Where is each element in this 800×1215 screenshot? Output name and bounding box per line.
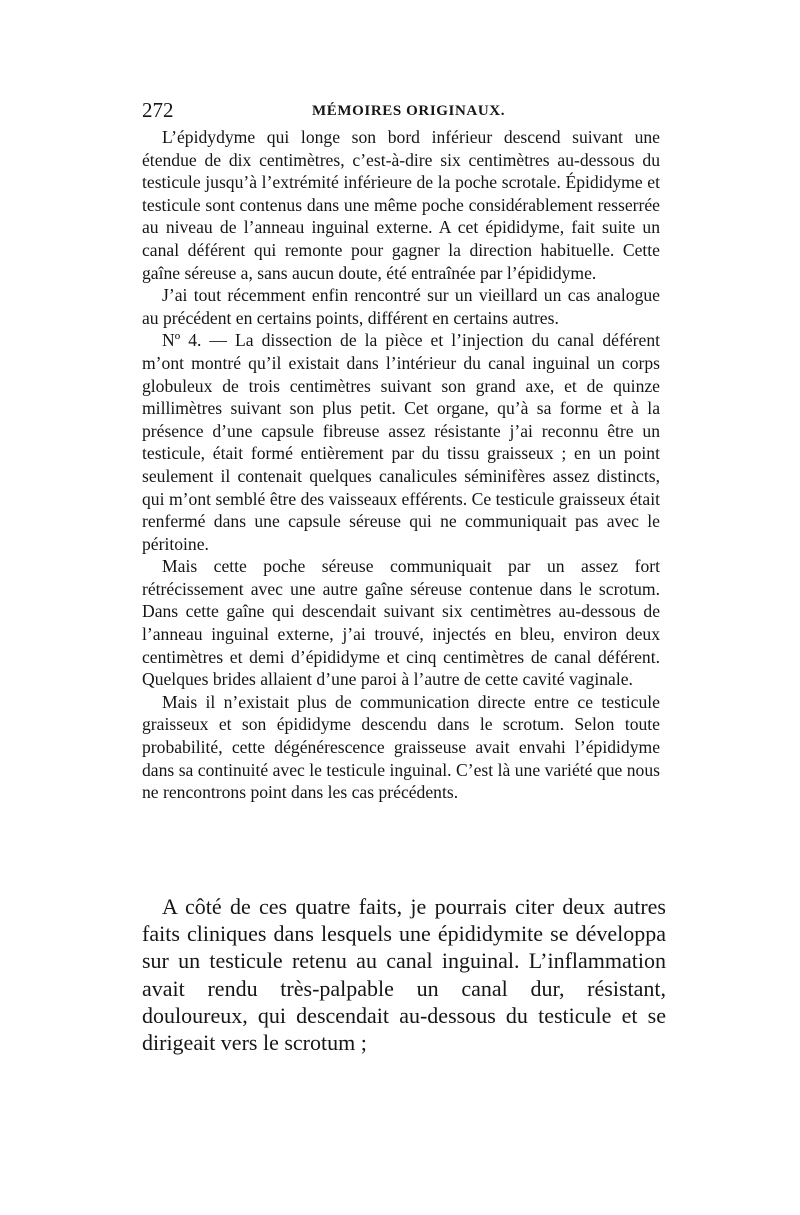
page-header xyxy=(142,97,660,123)
large-body-text xyxy=(142,893,666,1056)
paragraph: J’ai tout récemment enfin rencontré sur un vieillard un cas analogue au précédent en certains points, différent en certains autres. xyxy=(142,285,660,328)
large-paragraph: A côté de ces quatre faits, je pourrais citer deux autres faits cliniques dans lesquels une épididymite se développa sur un testicule retenu au canal inguinal. L’inflammation avait rendu très-palpable un canal dur, résistant, douloureux, qui descendait au-dessous du testicule et se dirigeait vers le scrotum ; xyxy=(142,894,666,1056)
page-number: 272 xyxy=(142,98,174,122)
paragraph: L’épidydyme qui longe son bord inférieur descend suivant une étendue de dix centimètres, c’est-à-dire six centimètres au-dessous du testicule jusqu’à l’extrémité inférieure de la poche scrotale. Épididyme et testicule sont contenus dans une même poche considérablement resserrée au niveau de l’anneau inguinal externe. A cet épididyme, fait suite un canal déférent qui remonte pour gagner la direction habituelle. Cette gaîne séreuse a, sans aucun doute, été entraînée par l’épididyme. xyxy=(142,127,660,283)
paragraph: Nº 4. — La dissection de la pièce et l’injection du canal déférent m’ont montré qu’il existait dans l’intérieur du canal inguinal un corps globuleux de trois centimètres suivant son grand axe, et de quinze millimètres suivant son plus petit. Cet organe, qu’à sa forme et à la présence d’une capsule fibreuse assez résistante j’ai reconnu être un testicule, était formé entièrement par du tissu graisseux ; en un point seulement il contenait quelques canalicules séminifères assez distincts, qui m’ont semblé être des vaisseaux efférents. Ce testicule graisseux était renfermé dans une capsule séreuse qui ne communiquait pas avec le péritoine. xyxy=(142,330,660,554)
running-title: MÉMOIRES ORIGINAUX. xyxy=(312,103,506,119)
paragraph: Mais cette poche séreuse communiquait par un assez fort rétrécissement avec une autre gaîne séreuse contenue dans le scrotum. Dans cette gaîne qui descendait suivant six centimètres au-dessous de l’anneau inguinal externe, j’ai trouvé, injectés en bleu, environ deux centimètres et demi d’épididyme et cinq centimètres de canal déférent. Quelques brides allaient d’une paroi à l’autre de cette cavité vaginale. xyxy=(142,556,660,690)
paragraph: Mais il n’existait plus de communication directe entre ce testicule graisseux et son épididyme descendu dans le scrotum. Selon toute probabilité, cette dégénérescence graisseuse avait envahi l’épididyme dans sa continuité avec le testicule inguinal. C’est là une variété que nous ne rencontrons point dans les cas précédents. xyxy=(142,691,660,803)
body-text xyxy=(142,126,660,804)
